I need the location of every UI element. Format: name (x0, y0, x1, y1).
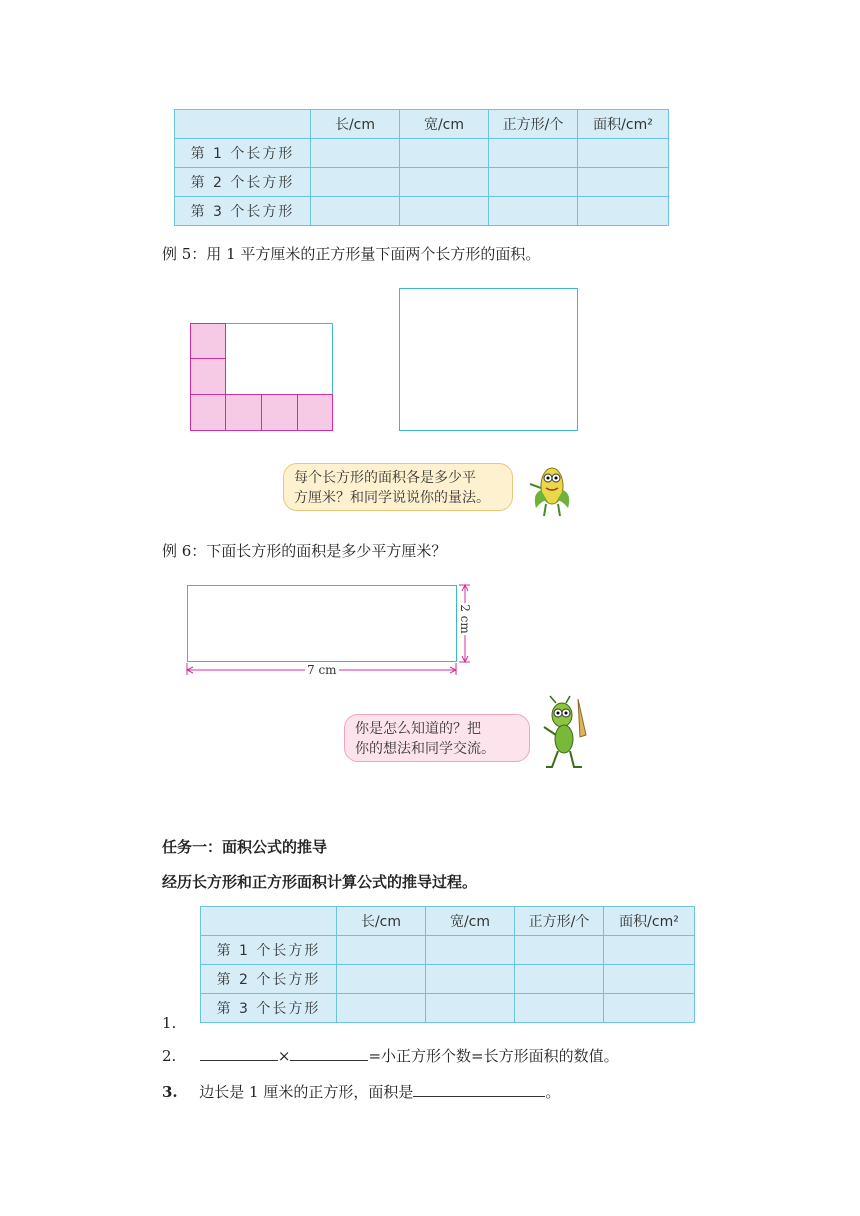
times-sign: × (277, 1047, 291, 1065)
blank-area[interactable] (413, 1082, 545, 1097)
row-label: 第 3 个长方形 (201, 994, 337, 1023)
item-2-number: 2. (162, 1047, 177, 1065)
table-cell (400, 139, 489, 168)
item-2 (162, 1045, 619, 1066)
header-cell: 宽/cm (426, 907, 515, 936)
row-label: 第 2 个长方形 (175, 168, 311, 197)
table-cell (604, 994, 695, 1023)
corn-mascot-icon (518, 458, 578, 518)
table-cell (515, 994, 604, 1023)
table-cell (578, 139, 669, 168)
header-cell: 长/cm (311, 110, 400, 139)
header-cell (175, 110, 311, 139)
bubble-line: 每个长方形的面积各是多少平 (294, 470, 476, 486)
table-cell (426, 994, 515, 1023)
row-label: 第 3 个长方形 (175, 197, 311, 226)
unit-square (261, 394, 298, 431)
header-cell: 面积/cm² (604, 907, 695, 936)
table-cell (489, 197, 578, 226)
unit-square (190, 358, 226, 395)
table-cell (426, 965, 515, 994)
header-cell: 正方形/个 (489, 110, 578, 139)
item-3-number: 3. (162, 1083, 178, 1101)
hint-bubble-2 (344, 714, 530, 762)
table-cell (515, 965, 604, 994)
header-cell: 正方形/个 (515, 907, 604, 936)
width-label: 7 cm (307, 663, 337, 677)
blank-width[interactable] (290, 1046, 368, 1061)
bubble-line: 你是怎么知道的？把 (355, 721, 481, 737)
table-cell (604, 965, 695, 994)
header-cell (201, 907, 337, 936)
row-label: 第 2 个长方形 (201, 965, 337, 994)
measure-table-1 (174, 109, 669, 226)
unit-square (190, 323, 226, 359)
table-cell (337, 965, 426, 994)
rectangle-b (399, 288, 578, 431)
table-cell (311, 197, 400, 226)
bubble-line: 方厘米？和同学说说你的量法。 (294, 490, 490, 506)
rectangle-c (187, 585, 457, 662)
height-label: 2 cm (457, 604, 472, 634)
table-cell (337, 936, 426, 965)
table-cell (604, 936, 695, 965)
row-label: 第 1 个长方形 (175, 139, 311, 168)
item-3-end: 。 (545, 1083, 561, 1101)
unit-square (297, 394, 333, 431)
header-cell: 宽/cm (400, 110, 489, 139)
blank-length[interactable] (200, 1046, 278, 1061)
task-1-title: 任务一：面积公式的推导 (162, 838, 328, 856)
bubble-line: 你的想法和同学交流。 (355, 741, 495, 757)
header-cell: 面积/cm² (578, 110, 669, 139)
table-cell (426, 936, 515, 965)
example-5-text: 例 5：用 1 平方厘米的正方形量下面两个长方形的面积。 (162, 245, 541, 263)
table-cell (311, 139, 400, 168)
table-cell (578, 197, 669, 226)
task-1-subtitle: 经历长方形和正方形面积计算公式的推导过程。 (162, 873, 478, 891)
measure-table-2 (200, 906, 695, 1023)
item-1-number: 1. (162, 1014, 177, 1032)
item-3 (162, 1081, 560, 1102)
table-cell (400, 197, 489, 226)
table-cell (515, 936, 604, 965)
unit-square (225, 394, 262, 431)
header-cell: 长/cm (337, 907, 426, 936)
table-cell (489, 168, 578, 197)
unit-square (190, 394, 226, 431)
grasshopper-mascot-icon (540, 695, 592, 771)
hint-bubble-1 (283, 463, 513, 511)
item-2-equation: =小正方形个数=长方形面积的数值。 (368, 1047, 619, 1065)
table-cell (578, 168, 669, 197)
table-cell (400, 168, 489, 197)
example-6-text: 例 6：下面长方形的面积是多少平方厘米？ (162, 542, 447, 560)
item-3-text: 边长是 1 厘米的正方形，面积是 (199, 1083, 414, 1101)
row-label: 第 1 个长方形 (201, 936, 337, 965)
table-cell (489, 139, 578, 168)
table-cell (311, 168, 400, 197)
table-cell (337, 994, 426, 1023)
